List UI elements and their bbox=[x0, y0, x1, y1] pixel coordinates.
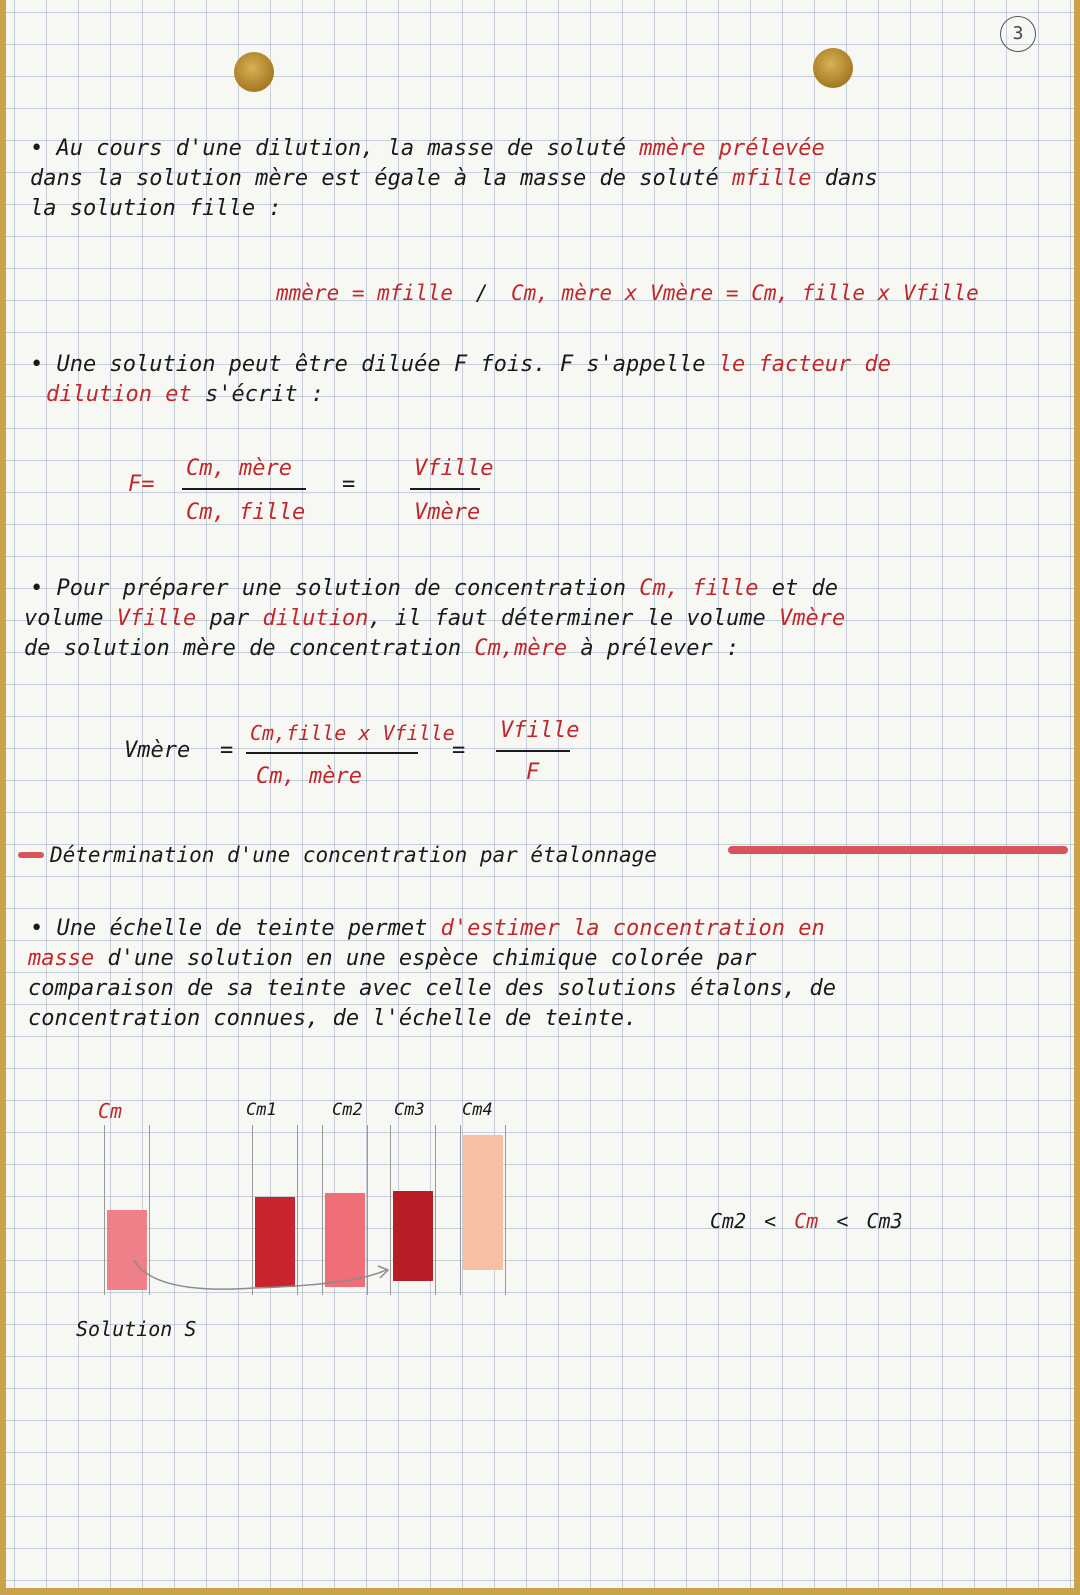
tube-label-sample: Cm bbox=[98, 1099, 123, 1123]
eqF-num2: Vfille bbox=[414, 456, 494, 481]
para1-line3: la solution fille : bbox=[30, 196, 282, 221]
eqF-den2: Vmère bbox=[414, 500, 481, 525]
tube-label-3: Cm3 bbox=[394, 1100, 425, 1120]
eqV-lhs: Vmère bbox=[124, 738, 191, 763]
tube-label-1: Cm1 bbox=[246, 1100, 277, 1120]
section-heading: Détermination d'une concentration par étalonnage bbox=[50, 843, 657, 867]
eqF-fraction-bar-1 bbox=[182, 488, 306, 490]
para3-line3: de solution mère de concentration Cm,mère à prélever : bbox=[24, 636, 740, 661]
para1-line1: • Au cours d'une dilution, la masse de soluté mmère prélevée bbox=[30, 136, 825, 161]
para3-line2: volume Vfille par dilution, il faut déterminer le volume Vmère bbox=[24, 606, 846, 631]
eqV-fraction-bar-1 bbox=[246, 752, 418, 754]
eqV-equals-1: = bbox=[220, 738, 234, 763]
binder-hole-left bbox=[234, 52, 274, 92]
eqV-den2: F bbox=[526, 760, 540, 785]
eqV-equals-2: = bbox=[452, 738, 466, 763]
para4-line4: concentration connues, de l'échelle de teinte. bbox=[28, 1006, 638, 1031]
solution-label: Solution S bbox=[76, 1317, 197, 1341]
eqF-lhs: F= bbox=[128, 472, 155, 497]
eqV-num1: Cm,fille x Vfille bbox=[250, 721, 455, 745]
para2-line1: • Une solution peut être diluée F fois. F s'appelle le facteur de bbox=[30, 352, 891, 377]
heading-underline bbox=[728, 846, 1068, 854]
eqV-num2: Vfille bbox=[500, 718, 580, 743]
para4-line2: masse d'une solution en une espèce chimique colorée par bbox=[28, 946, 757, 971]
page-number: 3 bbox=[1000, 16, 1036, 52]
tube-label-2: Cm2 bbox=[332, 1100, 363, 1120]
tube-label-4: Cm4 bbox=[462, 1100, 493, 1120]
eqV-fraction-bar-2 bbox=[496, 750, 570, 752]
comparison-arrow bbox=[124, 1240, 404, 1300]
tube-liquid-4 bbox=[463, 1135, 503, 1270]
heading-bullet-dash bbox=[18, 852, 44, 858]
para4-line3: comparaison de sa teinte avec celle des solutions étalons, de bbox=[28, 976, 836, 1001]
eqF-num1: Cm, mère bbox=[186, 456, 292, 481]
equation-mass-conservation: mmère = mfille / Cm, mère x Vmère = Cm, fille x Vfille bbox=[276, 281, 979, 305]
eqF-den1: Cm, fille bbox=[186, 500, 306, 525]
para2-line2: dilution et s'écrit : bbox=[46, 382, 325, 407]
para4-line1: • Une échelle de teinte permet d'estimer la concentration en bbox=[30, 916, 825, 941]
eqF-equals: = bbox=[342, 472, 356, 497]
binder-hole-right bbox=[813, 48, 853, 88]
para3-line1: • Pour préparer une solution de concentration Cm, fille et de bbox=[30, 576, 838, 601]
concentration-inequality: Cm2 < Cm < Cm3 bbox=[710, 1209, 903, 1233]
para1-line2: dans la solution mère est égale à la masse de soluté mfille dans bbox=[30, 166, 878, 191]
eqF-fraction-bar-2 bbox=[410, 488, 480, 490]
test-tube-4 bbox=[460, 1125, 506, 1295]
notebook-page bbox=[6, 0, 1074, 1588]
eqV-den1: Cm, mère bbox=[256, 764, 362, 789]
